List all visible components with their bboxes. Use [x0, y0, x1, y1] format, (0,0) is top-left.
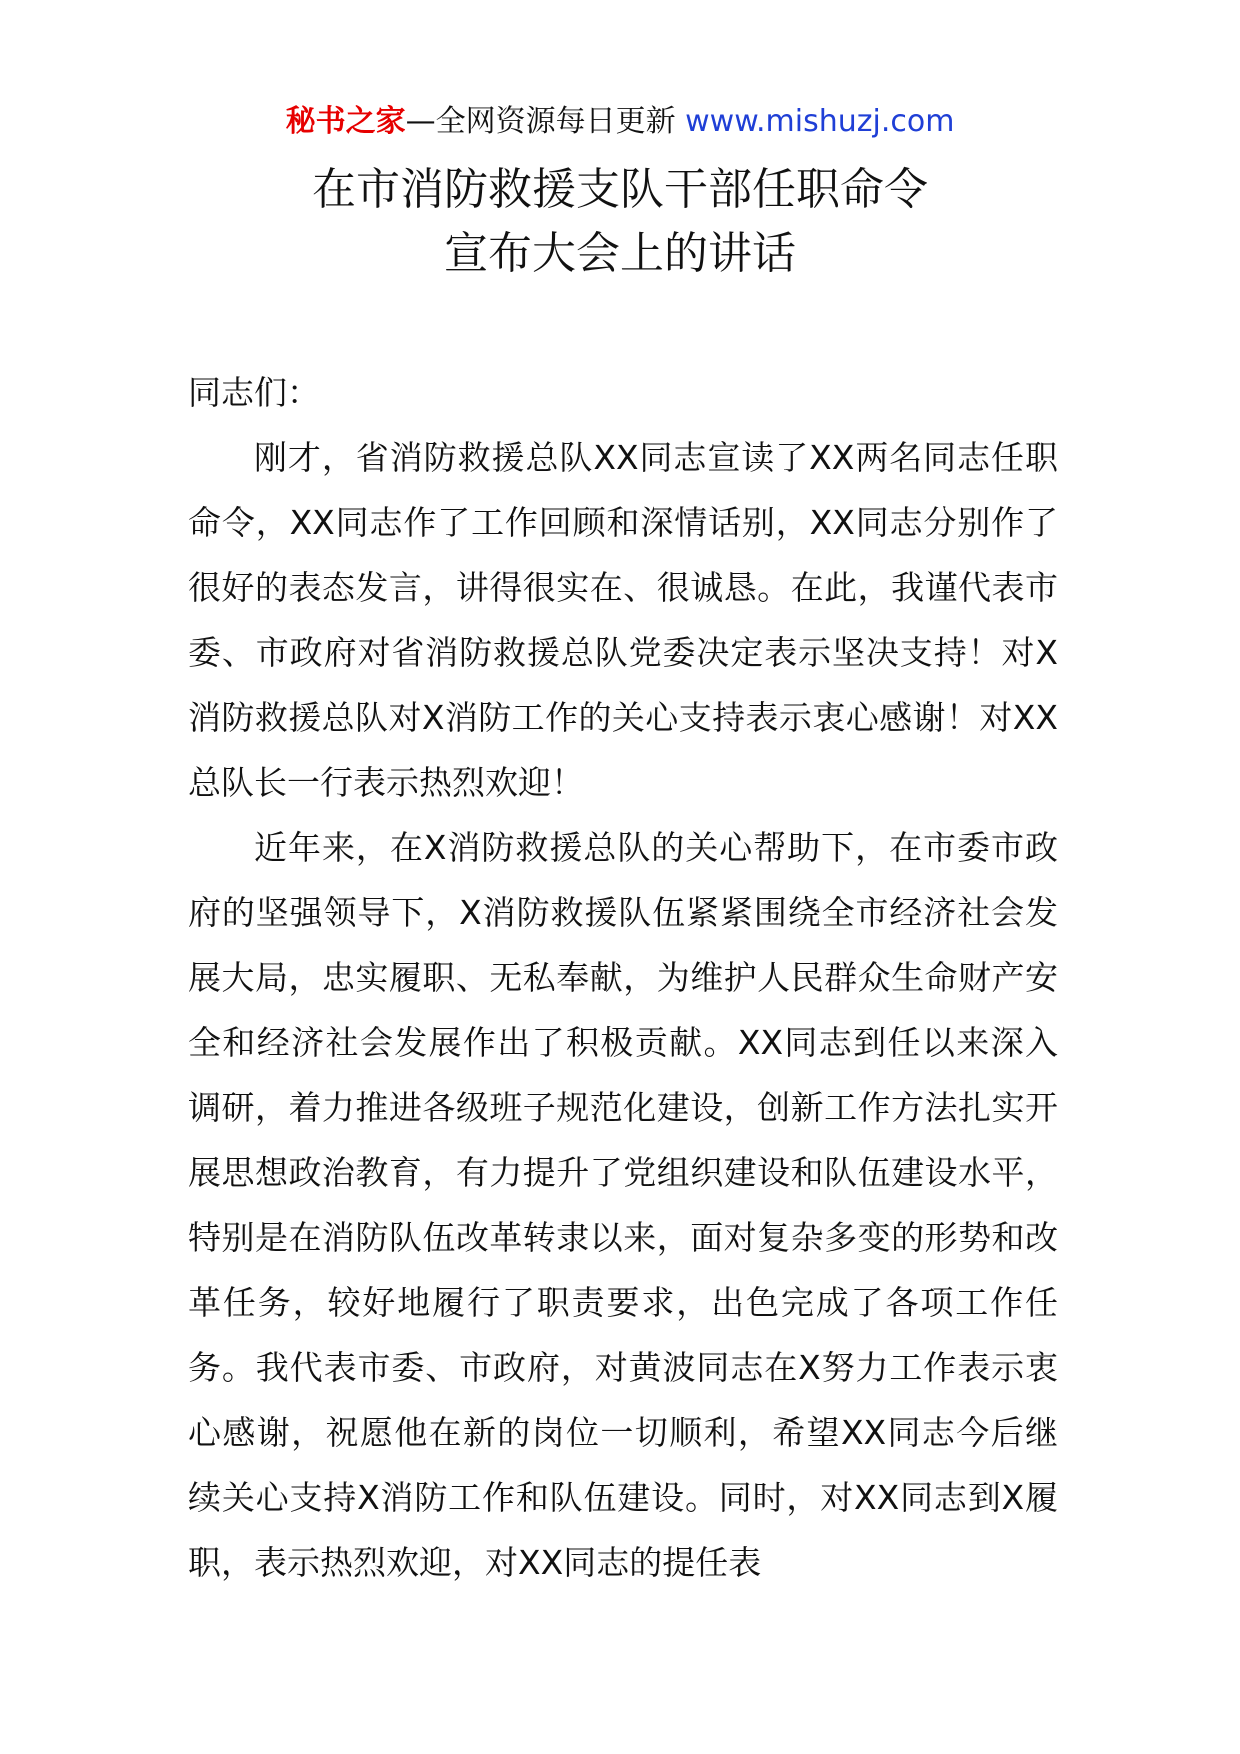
salutation: 同志们： — [188, 373, 320, 412]
site-header — [0, 100, 1240, 144]
title-line-1: 在市消防救援支队干部任职命令 — [312, 164, 928, 215]
document-title — [0, 158, 1240, 286]
brand-name: 秘书之家 — [285, 104, 406, 139]
site-tagline: —全网资源每日更新 — [405, 104, 676, 139]
title-line-2: 宣布大会上的讲话 — [444, 228, 796, 279]
paragraph-1: 刚才，省消防救援总队XX同志宣读了XX两名同志任职命令，XX同志作了工作回顾和深情话别，XX同志分别作了很好的表态发言，讲得很实在、很诚恳。在此，我谨代表市委、市政府对省消防救援总队党委决定表示坚决支持！对X消防救援总队对X消防工作的关心支持表示衷心感谢！对XX总队长一行表示热烈欢迎！ — [188, 438, 1058, 802]
paragraph-2: 近年来，在X消防救援总队的关心帮助下，在市委市政府的坚强领导下，X消防救援队伍紧紧围绕全市经济社会发展大局，忠实履职、无私奉献，为维护人民群众生命财产安全和经济社会发展作出了积极贡献。XX同志到任以来深入调研，着力推进各级班子规范化建设，创新工作方法扎实开展思想政治教育，有力提升了党组织建设和队伍建设水平，特别是在消防队伍改革转隶以来，面对复杂多变的形势和改革任务，较好地履行了职责要求，出色完成了各项工作任务。我代表市委、市政府，对黄波同志在X努力工作表示衷心感谢，祝愿他在新的岗位一切顺利，希望XX同志今后继续关心支持X消防工作和队伍建设。同时，对XX同志到X履职，表示热烈欢迎，对XX同志的提任表 — [188, 828, 1058, 1582]
document-body — [188, 360, 1058, 1595]
site-url-link[interactable]: www.mishuzj.com — [685, 104, 955, 139]
